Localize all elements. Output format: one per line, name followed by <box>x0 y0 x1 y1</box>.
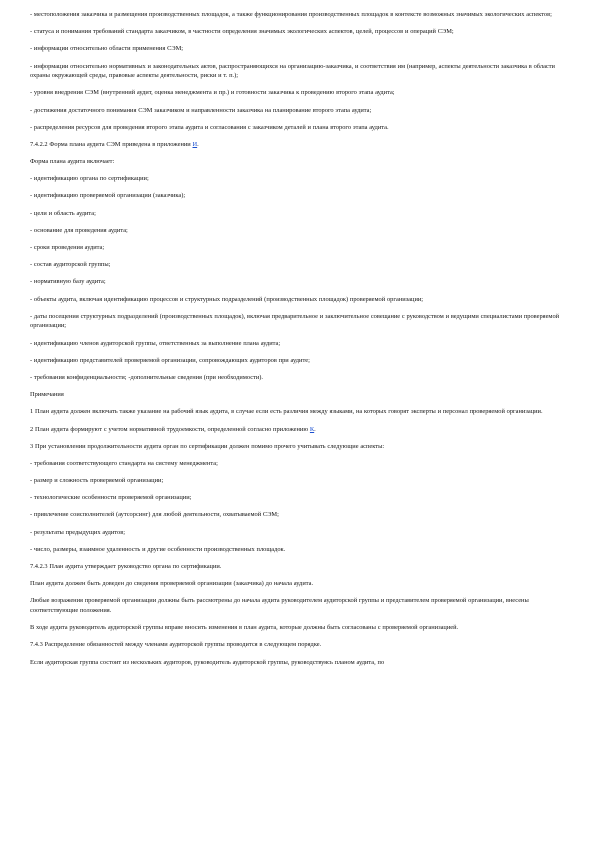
paragraph-location: - местоположения заказчика и размещения производственных площадок, а также функционирования производственных площадок в контексте возможных значимых экологических аспектов; <box>30 11 552 18</box>
list-item: - идентификацию представителей проверяемой организации, сопровождающих аудиторов при аудите; <box>30 356 310 364</box>
paragraph-plan-form-includes: Форма плана аудита включает: <box>30 158 115 166</box>
appendix-k-link[interactable]: К <box>309 425 315 433</box>
paragraph-team-of-auditors: Если аудиторская группа состоит из нескольких аудиторов, руководитель аудиторской группы, руководствуясь планом аудита, по <box>30 658 385 666</box>
paragraph-plan-communication: План аудита должен быть доведен до сведения проверяемой организации (заказчика) до начала аудита. <box>30 580 314 588</box>
list-item: - идентификацию членов аудиторской группы, ответственных за выполнение плана аудита; <box>30 339 281 347</box>
paragraph-status: - статуса и понимания требований стандарта заказчиком, в частности определения значимых экологических аспектов, целей, процессов и операций СЭМ; <box>30 28 454 36</box>
paragraph-plan-changes: В ходе аудита руководитель аудиторской группы вправе вносить изменения в план аудита, которые должны быть согласованы с проверяемой организацией. <box>30 624 459 632</box>
paragraph-text: 2 План аудита формируют с учетом нормативной трудоемкости, определенной согласно приложению <box>30 425 310 433</box>
paragraph-text: . <box>314 425 316 433</box>
list-item: - объекты аудита, включая идентификацию процессов и структурных подразделений (производственных площадок) проверяемой организации; <box>30 295 424 303</box>
notes-heading: Примечания <box>30 391 64 399</box>
document-page <box>30 10 567 675</box>
appendix-i-link[interactable]: И <box>192 140 198 148</box>
paragraph-understanding: - достижения достаточного понимания СЭМ заказчиком и направленности заказчика на планирование второго этапа аудита; <box>30 106 372 114</box>
paragraph-objections: Любые возражения проверяемой организации должны быть рассмотрены до начала аудита руководителем аудиторской группы и представителем проверяемой организации, внесены соответствующие положения. <box>30 597 529 614</box>
list-item: - привлечение соисполнителей (аутсорсинг) для любой деятельности, охватываемой СЭМ; <box>30 511 279 519</box>
list-item: - идентификацию проверяемой организации (заказчика); <box>30 192 186 200</box>
paragraph-text: 7.4.2.2 Форма плана аудита СЭМ приведена в приложении <box>30 140 193 148</box>
list-item: - основание для проведения аудита; <box>30 226 128 234</box>
list-item: - требования соответствующего стандарта на систему менеджмента; <box>30 459 218 467</box>
list-item: - технологические особенности проверяемой организации; <box>30 494 192 502</box>
note-1: 1 План аудита должен включать также указание на рабочий язык аудита, в случае если есть различия между языками, на которых говорят эксперты и персонал проверяемой организации. <box>30 408 543 416</box>
paragraph-7-4-2-3: 7.4.2.3 План аудита утверждает руководство органа по сертификации. <box>30 563 222 570</box>
paragraph-resources: - распределения ресурсов для проведения второго этапа аудита и согласования с заказчиком деталей и плана второго этапа аудита. <box>30 123 389 131</box>
paragraph-7-4-2-2 <box>30 140 567 150</box>
list-item: - размер и сложность проверяемой организации; <box>30 477 164 485</box>
list-item: - сроки проведения аудита; <box>30 244 105 252</box>
list-item: - цели и область аудита; <box>30 209 96 217</box>
paragraph-scope-info: - информации относительно области применения СЭМ; <box>30 45 184 53</box>
paragraph-7-4-3: 7.4.3 Распределение обязанностей между членами аудиторской группы проводится в следующем порядке. <box>30 641 322 649</box>
note-3: 3 При установлении продолжительности аудита орган по сертификации должен помимо прочего учитывать следующие аспекты: <box>30 442 385 450</box>
list-item: - нормативную базу аудита; <box>30 278 106 286</box>
list-item: - результаты предыдущих аудитов; <box>30 528 125 536</box>
note-2 <box>30 425 567 435</box>
paragraph-legal-info: - информации относительно нормативных и законодательных актов, распространяющихся на организацию-заказчика, и соответствия им (например, аспекты деятельности заказчика в области охраны окружающей среды, правовые аспекты деятельности, риски и т. п.); <box>30 62 555 80</box>
list-item: - число, размеры, взаимное удаленность и другие особенности производственных площадок. <box>30 545 286 553</box>
list-item: - идентификацию органа по сертификации; <box>30 175 149 183</box>
list-item: - даты посещения структурных подразделений (производственных площадок), включая предварительное и заключительное совещание с руководством и ведущими специалистами проверяемой организации; <box>30 312 560 330</box>
list-item: - состав аудиторской группы; <box>30 261 111 269</box>
paragraph-implementation-level: - уровня внедрения СЭМ (внутренний аудит, оценка менеджмента и пр.) и готовности заказчика к проведению второго этапа аудита; <box>30 89 395 97</box>
list-item: - требования конфиденциальности; -дополнительные сведения (при необходимости). <box>30 373 263 381</box>
paragraph-text: . <box>197 140 199 148</box>
